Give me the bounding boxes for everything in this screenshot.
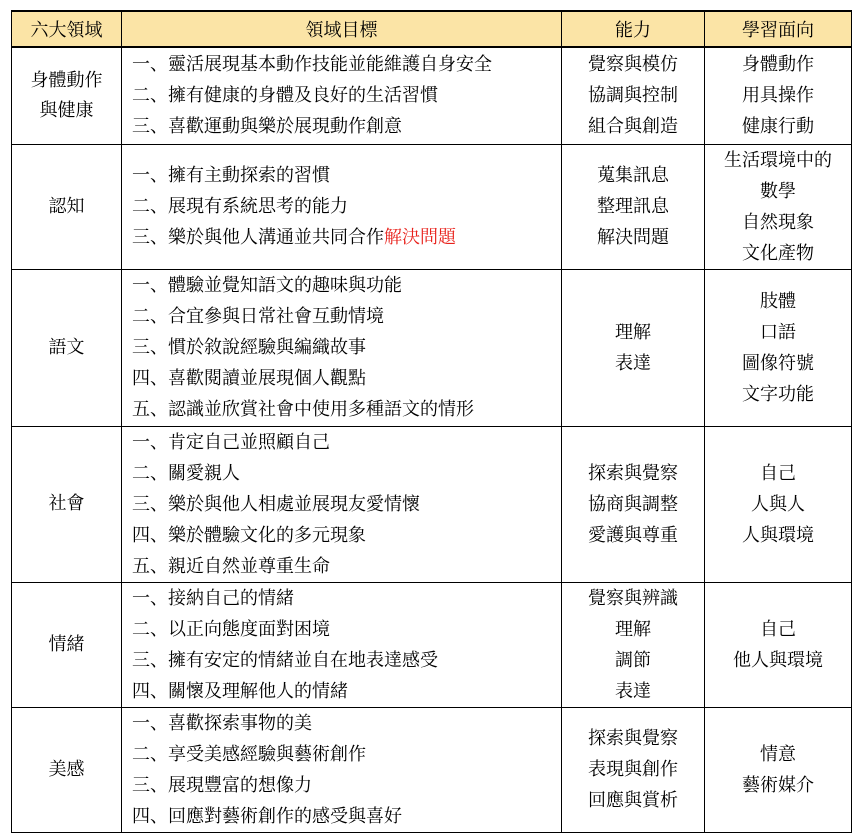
goal-item [132, 222, 561, 253]
goals-cell [122, 144, 562, 269]
aspect-item: 文化產物 [742, 242, 814, 264]
ability-item: 協調與控制 [588, 85, 678, 107]
ability-item: 協商與調整 [588, 493, 678, 515]
curriculum-table [11, 10, 852, 833]
domain-cell [12, 582, 122, 707]
table-row [12, 426, 852, 582]
ability-item: 表達 [615, 352, 651, 374]
goal-item: 二、展現有系統思考的能力 [132, 196, 348, 217]
goal-item: 五、親近自然並尊重生命 [132, 555, 330, 577]
table-row [12, 582, 852, 707]
domain-cell [12, 707, 122, 832]
ability-item: 愛護與尊重 [588, 524, 678, 546]
goal-item: 一、靈活展現基本動作技能並能維護自身安全 [132, 54, 492, 76]
domain-cell [12, 269, 122, 426]
aspect-item: 情意 [760, 743, 796, 765]
goals-cell [122, 47, 562, 144]
ability-item: 表達 [615, 680, 651, 702]
aspect-item: 肢體 [760, 290, 796, 312]
goal-item: 三、擁有安定的情緒並自在地表達感受 [132, 649, 438, 671]
domain-name: 與健康 [39, 99, 94, 121]
ability-item: 解決問題 [597, 227, 669, 248]
ability-item: 覺察與辨識 [588, 587, 678, 609]
aspect-item: 用具操作 [742, 85, 814, 107]
goal-item: 三、樂於與他人相處並展現友愛情懷 [132, 493, 420, 515]
aspect-item: 自然現象 [742, 211, 814, 233]
goal-item: 一、喜歡探索事物的美 [132, 712, 312, 734]
goal-item: 四、回應對藝術創作的感受與喜好 [132, 805, 402, 827]
domain-name: 語文 [48, 336, 85, 358]
goal-item: 二、合宜參與日常社會互動情境 [132, 306, 384, 327]
domain-name: 美感 [48, 758, 85, 780]
goal-item: 一、擁有主動探索的習慣 [132, 165, 330, 186]
aspect-item: 圖像符號 [742, 352, 814, 374]
goals-cell [122, 707, 562, 832]
aspect-item: 自己 [760, 462, 796, 484]
domain-name: 情緒 [48, 633, 85, 655]
goals-cell [122, 269, 562, 426]
aspects-cell [705, 707, 852, 832]
aspect-item: 人與人 [751, 493, 805, 515]
aspect-item: 藝術媒介 [742, 774, 814, 796]
aspect-item: 健康行動 [742, 116, 814, 138]
domain-cell [12, 426, 122, 582]
goal-item: 四、樂於體驗文化的多元現象 [132, 524, 366, 546]
goal-item: 二、享受美感經驗與藝術創作 [132, 743, 366, 765]
domain-name: 認知 [48, 195, 85, 217]
table-row [12, 269, 852, 426]
aspects-cell [705, 269, 852, 426]
goal-item: 二、以正向態度面對困境 [132, 618, 330, 640]
goal-text: 三、樂於與他人溝通並共同合作 [132, 227, 384, 248]
aspect-item: 人與環境 [742, 524, 814, 546]
goal-item: 二、擁有健康的身體及良好的生活習慣 [132, 85, 438, 107]
aspect-item: 數學 [760, 180, 796, 202]
ability-item: 理解 [615, 321, 651, 343]
header-domain: 六大領域 [12, 11, 122, 47]
ability-item: 調節 [615, 649, 651, 671]
abilities-cell [562, 47, 705, 144]
ability-item: 組合與創造 [588, 116, 678, 138]
table-row [12, 47, 852, 144]
header-abilities: 能力 [562, 11, 705, 47]
abilities-cell [562, 426, 705, 582]
aspects-cell [705, 582, 852, 707]
aspect-item: 生活環境中的 [724, 149, 832, 171]
aspects-cell [705, 47, 852, 144]
goal-item: 三、展現豐富的想像力 [132, 774, 312, 796]
ability-item: 探索與覺察 [588, 462, 678, 484]
domain-cell [12, 144, 122, 269]
goals-cell [122, 426, 562, 582]
ability-item: 蒐集訊息 [597, 165, 669, 186]
goal-item: 二、關愛親人 [132, 462, 240, 484]
aspects-cell [705, 426, 852, 582]
aspect-item: 文字功能 [742, 383, 814, 405]
table-row [12, 707, 852, 832]
ability-item: 回應與賞析 [588, 790, 678, 811]
header-goals: 領域目標 [122, 11, 562, 47]
header-aspects: 學習面向 [705, 11, 852, 47]
ability-item: 整理訊息 [597, 196, 669, 217]
ability-item: 表現與創作 [588, 759, 678, 780]
domain-cell [12, 47, 122, 144]
goal-item: 五、認識並欣賞社會中使用多種語文的情形 [132, 399, 474, 420]
goal-item: 三、喜歡運動與樂於展現動作創意 [132, 116, 402, 138]
aspect-item: 自己 [760, 618, 796, 640]
goal-item: 一、接納自己的情緒 [132, 587, 294, 609]
header-row [12, 11, 852, 47]
table-row [12, 144, 852, 269]
ability-item: 覺察與模仿 [588, 54, 678, 76]
aspect-item: 口語 [760, 321, 796, 343]
goal-item: 四、關懷及理解他人的情緒 [132, 680, 348, 702]
domain-name: 身體動作 [30, 69, 103, 91]
goals-cell [122, 582, 562, 707]
aspect-item: 他人與環境 [733, 649, 823, 671]
abilities-cell [562, 269, 705, 426]
goal-item: 四、喜歡閱讀並展現個人觀點 [132, 368, 366, 389]
abilities-cell [562, 707, 705, 832]
domain-name: 社會 [48, 493, 85, 514]
abilities-cell [562, 582, 705, 707]
goal-item: 一、肯定自己並照顧自己 [132, 431, 330, 453]
goal-item: 一、體驗並覺知語文的趣味與功能 [132, 275, 402, 296]
goal-item: 三、慣於敘說經驗與編織故事 [132, 337, 366, 358]
goal-highlight: 解決問題 [384, 227, 456, 248]
aspects-cell [705, 144, 852, 269]
ability-item: 理解 [615, 618, 651, 640]
ability-item: 探索與覺察 [588, 728, 678, 749]
abilities-cell [562, 144, 705, 269]
aspect-item: 身體動作 [742, 54, 814, 76]
